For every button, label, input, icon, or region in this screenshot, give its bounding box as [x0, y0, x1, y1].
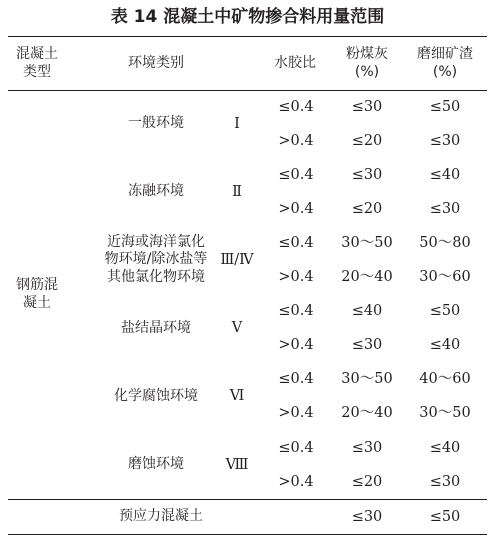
fly-ash-cell: ≤30: [351, 98, 383, 115]
wb-ratio-cell: ≤0.4: [278, 303, 314, 320]
environment-name: 冻融环境: [128, 183, 184, 200]
fly-ash-cell: 30～50: [341, 371, 393, 388]
slag-cell: ≤30: [429, 201, 461, 217]
environment-class: Ⅴ: [231, 320, 243, 337]
slag-cell: 50～80: [419, 235, 471, 252]
wb-ratio-cell: ≤0.4: [278, 235, 314, 252]
environment-name: 盐结晶环境: [121, 319, 191, 336]
environment-name: 近海或海洋氯化 物环境/除冰盐等 其他氯化物环境: [104, 233, 208, 286]
slag-cell: ≤40: [429, 166, 461, 183]
slag-cell: ≤40: [429, 439, 461, 456]
fly-ash-cell: 20～40: [341, 405, 393, 422]
fly-ash-cell: 20～40: [341, 269, 393, 286]
bottom-rule: [8, 534, 487, 535]
fly-ash-cell: ≤30: [351, 337, 383, 354]
wb-ratio-cell: >0.4: [278, 473, 314, 490]
slag-cell: ≤30: [429, 473, 461, 490]
wb-ratio-cell: >0.4: [278, 405, 314, 422]
fly-ash-cell: ≤30: [351, 439, 383, 456]
wb-ratio-cell: ≤0.4: [278, 439, 314, 456]
header-wb-ratio: 水胶比: [274, 54, 316, 71]
environment-class: Ⅱ: [232, 183, 242, 200]
fly-ash-cell: ≤40: [351, 303, 383, 320]
wb-ratio-cell: >0.4: [278, 337, 314, 354]
slag-cell: ≤50: [429, 303, 461, 320]
slag-cell: ≤50: [429, 98, 461, 115]
wb-ratio-cell: ≤0.4: [278, 371, 314, 388]
fly-ash-cell: ≤20: [351, 132, 383, 149]
prestressed-slag: ≤50: [429, 508, 461, 525]
fly-ash-cell: 30～50: [341, 235, 393, 252]
slag-cell: ≤30: [429, 132, 461, 149]
slag-cell: 30～60: [419, 269, 471, 286]
wb-ratio-cell: >0.4: [278, 201, 314, 217]
fly-ash-cell: ≤20: [351, 473, 383, 490]
wb-ratio-cell: ≤0.4: [278, 98, 314, 115]
wb-ratio-cell: >0.4: [278, 132, 314, 149]
slag-cell: 40～60: [419, 371, 471, 388]
header-slag: 磨细矿渣 (%): [417, 45, 473, 80]
slag-cell: ≤40: [429, 337, 461, 354]
prestressed-fly-ash: ≤30: [351, 508, 383, 525]
prestressed-name: 预应力混凝土: [119, 508, 203, 525]
environment-class: Ⅲ/Ⅳ: [220, 252, 254, 269]
environment-class: Ⅵ: [229, 388, 245, 405]
wb-ratio-cell: ≤0.4: [278, 166, 314, 183]
environment-name: 化学腐蚀环境: [114, 387, 198, 404]
concrete-type-label: 钢筋混 凝土: [16, 276, 58, 311]
table-title: 表 14 混凝土中矿物掺合料用量范围: [110, 7, 385, 27]
environment-name: 一般环境: [128, 115, 184, 132]
wb-ratio-cell: >0.4: [278, 269, 314, 286]
header-fly-ash: 粉煤灰 (%): [346, 45, 388, 80]
environment-class: Ⅷ: [225, 456, 249, 473]
environment-class: Ⅰ: [234, 115, 240, 132]
fly-ash-cell: ≤20: [351, 201, 383, 217]
fly-ash-cell: ≤30: [351, 166, 383, 183]
header-environment: 环境类别: [128, 54, 184, 71]
header-concrete-type: 混凝土 类型: [16, 45, 58, 80]
environment-name: 磨蚀环境: [128, 455, 184, 472]
slag-cell: 30～50: [419, 405, 471, 422]
